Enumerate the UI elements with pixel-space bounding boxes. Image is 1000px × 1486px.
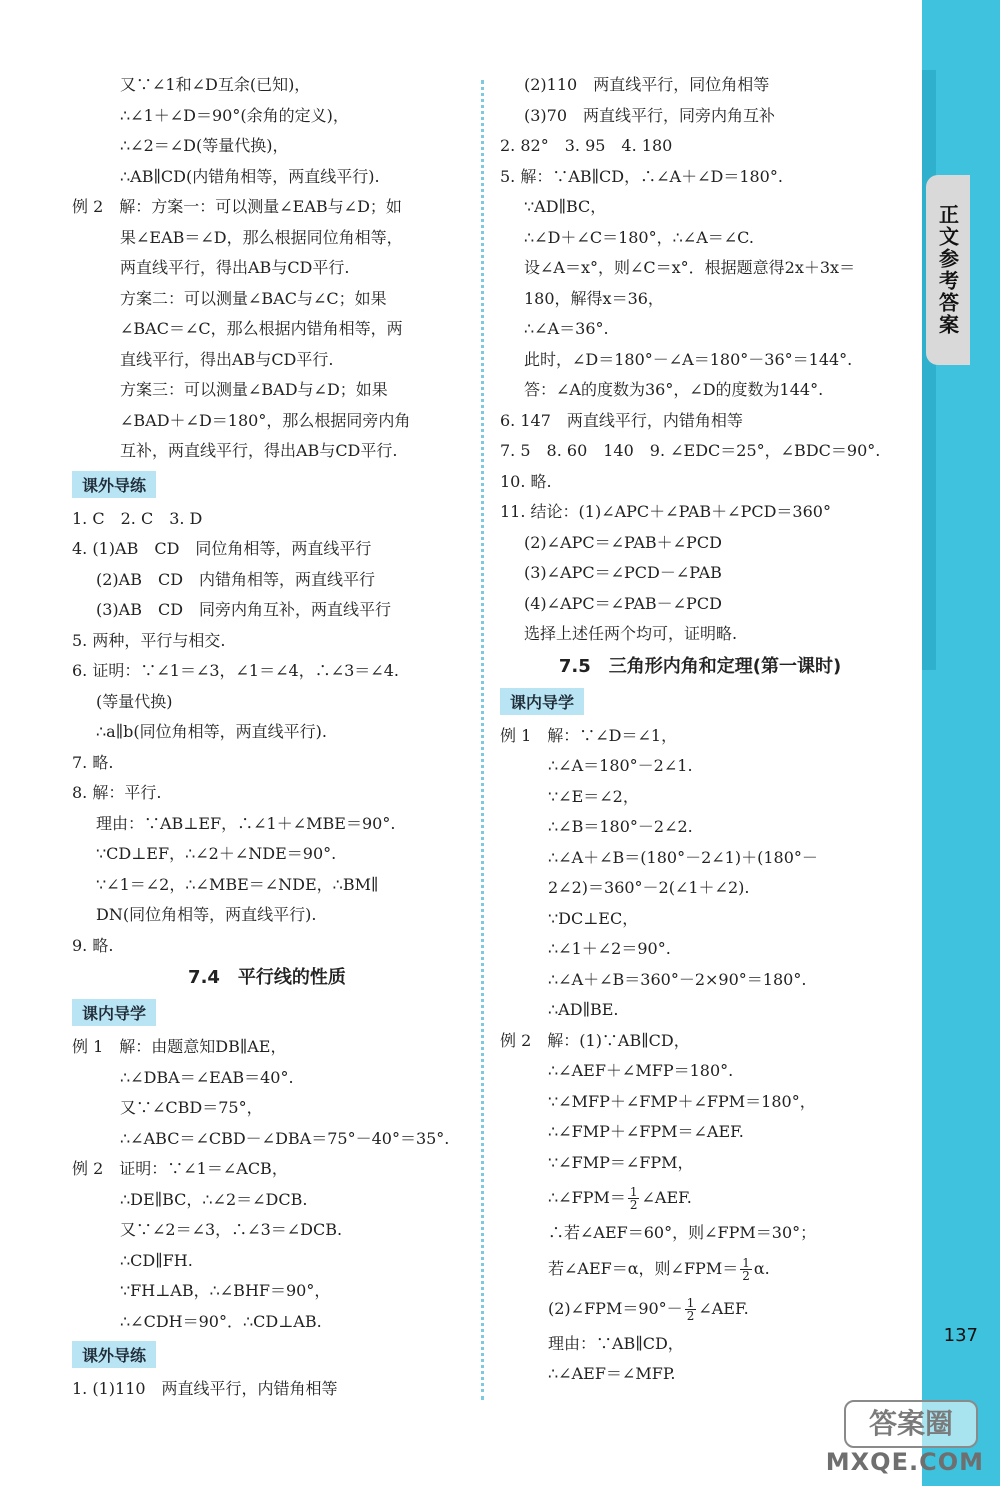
text-line: 两直线平行，得出AB与CD平行. xyxy=(120,258,350,277)
watermark-logo: 答案圈 xyxy=(844,1400,978,1448)
text-line: ∴DE∥BC，∴∠2＝∠DCB. xyxy=(120,1189,308,1209)
watermark-url: MXQE.COM xyxy=(825,1448,984,1476)
section-tag: 课内导学 xyxy=(72,999,156,1026)
text-line: 8. 解：平行. xyxy=(72,783,162,802)
text-line: 例 1 解：∵∠D＝∠1， xyxy=(500,725,678,745)
text-line: ∴∠2＝∠D(等量代换)， xyxy=(120,136,289,155)
text-line: ∴∠1＋∠2＝90°. xyxy=(548,939,671,958)
text-line: ∵AD∥BC， xyxy=(524,197,607,216)
text-line: ∵FH⊥AB，∴∠BHF＝90°， xyxy=(120,1281,331,1300)
text-line: ∴∠FMP＋∠FPM＝∠AEF. xyxy=(548,1122,744,1141)
fraction-denominator: 2 xyxy=(742,1268,750,1283)
text-line: ∴AB∥CD(内错角相等，两直线平行). xyxy=(120,166,380,186)
fraction-numerator: 1 xyxy=(629,1185,638,1199)
fraction-numerator: 1 xyxy=(686,1295,695,1310)
fraction-line xyxy=(500,1249,900,1289)
text-line: ∴∠DBA＝∠EAB＝40°. xyxy=(120,1067,294,1087)
text-line: DN(同位角相等，两直线平行). xyxy=(96,905,317,924)
text-line: 互补，两直线平行，得出AB与CD平行. xyxy=(120,441,398,460)
text-line: ∴∠1＋∠D＝90°(余角的定义)， xyxy=(120,105,349,125)
text-line: ∵∠1＝∠2，∴∠MBE＝∠NDE，∴BM∥ xyxy=(96,874,379,894)
text-line: ∵∠FMP＝∠FPM， xyxy=(548,1152,694,1172)
right-column xyxy=(500,70,900,1390)
text-line: 4. (1)AB CD 同位角相等，两直线平行 xyxy=(72,539,372,558)
text-line: 方案二：可以测量∠BAC与∠C；如果 xyxy=(120,288,387,308)
text-fragment: ∠AEF. xyxy=(641,1188,692,1207)
text-fragment: 若∠AEF＝α，则∠FPM＝ xyxy=(548,1258,739,1278)
text-line: ∵DC⊥EC， xyxy=(548,908,639,928)
watermark xyxy=(788,1400,988,1480)
text-line: 选择上述任两个均可，证明略. xyxy=(524,624,738,643)
side-bar-stripe xyxy=(922,70,936,670)
text-line: ∴若∠AEF＝60°，则∠FPM＝30°； xyxy=(548,1223,817,1242)
text-line: ∴∠D＋∠C＝180°，∴∠A＝∠C. xyxy=(524,227,754,247)
text-line: 又∵∠CBD＝75°， xyxy=(120,1098,263,1117)
section-tag: 课外导练 xyxy=(72,1341,156,1368)
text-line: (3)70 两直线平行，同旁内角互补 xyxy=(524,105,776,125)
fraction xyxy=(685,1297,697,1322)
text-line: 7. 略. xyxy=(72,752,114,772)
text-line: 11. 结论：(1)∠APC＋∠PAB＋∠PCD＝360° xyxy=(500,502,831,521)
text-line: (3)∠APC＝∠PCD－∠PAB xyxy=(524,563,722,582)
text-line: 果∠EAB＝∠D，那么根据同位角相等， xyxy=(120,227,403,247)
text-line: 理由：∵AB∥CD， xyxy=(548,1333,684,1353)
text-line: ∴∠A＋∠B＝(180°－2∠1)＋(180°－ xyxy=(548,847,818,867)
fraction xyxy=(740,1257,752,1282)
text-line: 又∵∠2＝∠3，∴∠3＝∠DCB. xyxy=(120,1220,343,1239)
text-fragment: (2)∠FPM＝90°－ xyxy=(548,1298,683,1318)
section-title-7-4: 7.4 平行线的性质 xyxy=(188,967,346,988)
text-line: 7. 5 8. 60 140 9. ∠EDC＝25°，∠BDC＝90°. xyxy=(500,441,881,460)
text-fragment: ∠AEF. xyxy=(698,1298,749,1318)
text-line: 例 2 证明：∵∠1＝∠ACB， xyxy=(72,1159,288,1178)
text-line: (3)AB CD 同旁内角互补，两直线平行 xyxy=(96,600,392,619)
text-line: 5. 两种，平行与相交. xyxy=(72,630,226,650)
text-line: 9. 略. xyxy=(72,935,114,955)
fraction-line xyxy=(500,1178,900,1218)
text-fragment: ∴∠FPM＝ xyxy=(548,1188,626,1207)
text-fragment: α. xyxy=(753,1258,770,1278)
text-line: 答：∠A的度数为36°，∠D的度数为144°. xyxy=(524,380,824,399)
text-line: 180，解得x＝36， xyxy=(524,288,664,308)
text-line: ∴∠A＝180°－2∠1. xyxy=(548,756,693,775)
text-line: 例 2 解：(1)∵AB∥CD， xyxy=(500,1030,690,1050)
text-line: ∴∠CDH＝90°．∴CD⊥AB. xyxy=(120,1311,322,1331)
text-line: ∵CD⊥EF，∴∠2＋∠NDE＝90°. xyxy=(96,844,337,863)
section-tag: 课外导练 xyxy=(72,471,156,498)
column-divider xyxy=(481,80,484,1400)
text-line: (2)110 两直线平行，同位角相等 xyxy=(524,75,770,94)
section-title-7-5: 7.5 三角形内角和定理(第一课时) xyxy=(558,655,842,677)
left-column xyxy=(72,70,462,1405)
fraction-line xyxy=(500,1289,900,1329)
text-line: 10. 略. xyxy=(500,471,552,491)
example-2-line: 例 2 解：方案一：可以测量∠EAB与∠D；如 xyxy=(72,197,402,216)
side-tab xyxy=(926,175,970,365)
fraction-denominator: 2 xyxy=(629,1198,638,1212)
text-line: (4)∠APC＝∠PAB－∠PCD xyxy=(524,593,722,613)
text-line: (2)AB CD 内错角相等，两直线平行 xyxy=(96,569,376,589)
text-line: 方案三：可以测量∠BAD与∠D；如果 xyxy=(120,380,388,399)
text-line: (2)∠APC＝∠PAB＋∠PCD xyxy=(524,532,722,552)
text-line: ∴∠A＝36°. xyxy=(524,319,609,338)
text-line: ∴∠ABC＝∠CBD－∠DBA＝75°－40°＝35°. xyxy=(120,1128,450,1148)
text-line: 直线平行，得出AB与CD平行. xyxy=(120,349,334,369)
text-line: ∠BAC＝∠C，那么根据内错角相等，两 xyxy=(120,319,403,338)
text-line: ∴∠A＋∠B＝360°－2×90°＝180°. xyxy=(548,969,807,989)
page-number: 137 xyxy=(943,1325,978,1346)
fraction xyxy=(628,1186,640,1211)
text-line: 理由：∵AB⊥EF，∴∠1＋∠MBE＝90°. xyxy=(96,813,396,833)
text-line: 2∠2)＝360°－2(∠1＋∠2). xyxy=(548,878,750,897)
text-line: 此时，∠D＝180°－∠A＝180°－36°＝144°. xyxy=(524,349,853,369)
fraction-numerator: 1 xyxy=(742,1255,750,1270)
text-line: ∠BAD＋∠D＝180°，那么根据同旁内角 xyxy=(120,410,411,430)
text-line: 例 1 解：由题意知DB∥AE， xyxy=(72,1037,287,1056)
fraction-denominator: 2 xyxy=(686,1308,695,1323)
text-line: ∴AD∥BE. xyxy=(548,1000,619,1019)
section-tag: 课内导学 xyxy=(500,688,584,715)
text-line: 设∠A＝x°，则∠C＝x°．根据题意得2x＋3x＝ xyxy=(524,258,856,277)
text-line: ∴CD∥FH. xyxy=(120,1250,193,1270)
text-line: 6. 证明：∵∠1＝∠3，∠1＝∠4，∴∠3＝∠4. xyxy=(72,661,399,680)
text-line: (等量代换) xyxy=(96,691,173,711)
text-line: ∵∠E＝∠2， xyxy=(548,786,639,806)
text-line: 5. 解：∵AB∥CD，∴∠A＋∠D＝180°. xyxy=(500,166,783,186)
text-line: 1. (1)110 两直线平行，内错角相等 xyxy=(72,1379,338,1398)
text-line: ∴∠AEF＋∠MFP＝180°. xyxy=(548,1061,734,1080)
text-line: ∴∠AEF＝∠MFP. xyxy=(548,1364,676,1383)
text-line: 6. 147 两直线平行，内错角相等 xyxy=(500,410,743,430)
text-line: 2. 82° 3. 95 4. 180 xyxy=(500,136,673,155)
text-line: ∵∠MFP＋∠FMP＋∠FPM＝180°， xyxy=(548,1091,816,1111)
text-line: ∴∠B＝180°－2∠2. xyxy=(548,817,693,836)
text-line: ∴a∥b(同位角相等，两直线平行). xyxy=(96,722,327,741)
text-line: 1. C 2. C 3. D xyxy=(72,508,203,528)
text-line: 又∵∠1和∠D互余(已知)， xyxy=(120,75,311,94)
side-tab-label: 正文参考答案 xyxy=(935,204,960,336)
